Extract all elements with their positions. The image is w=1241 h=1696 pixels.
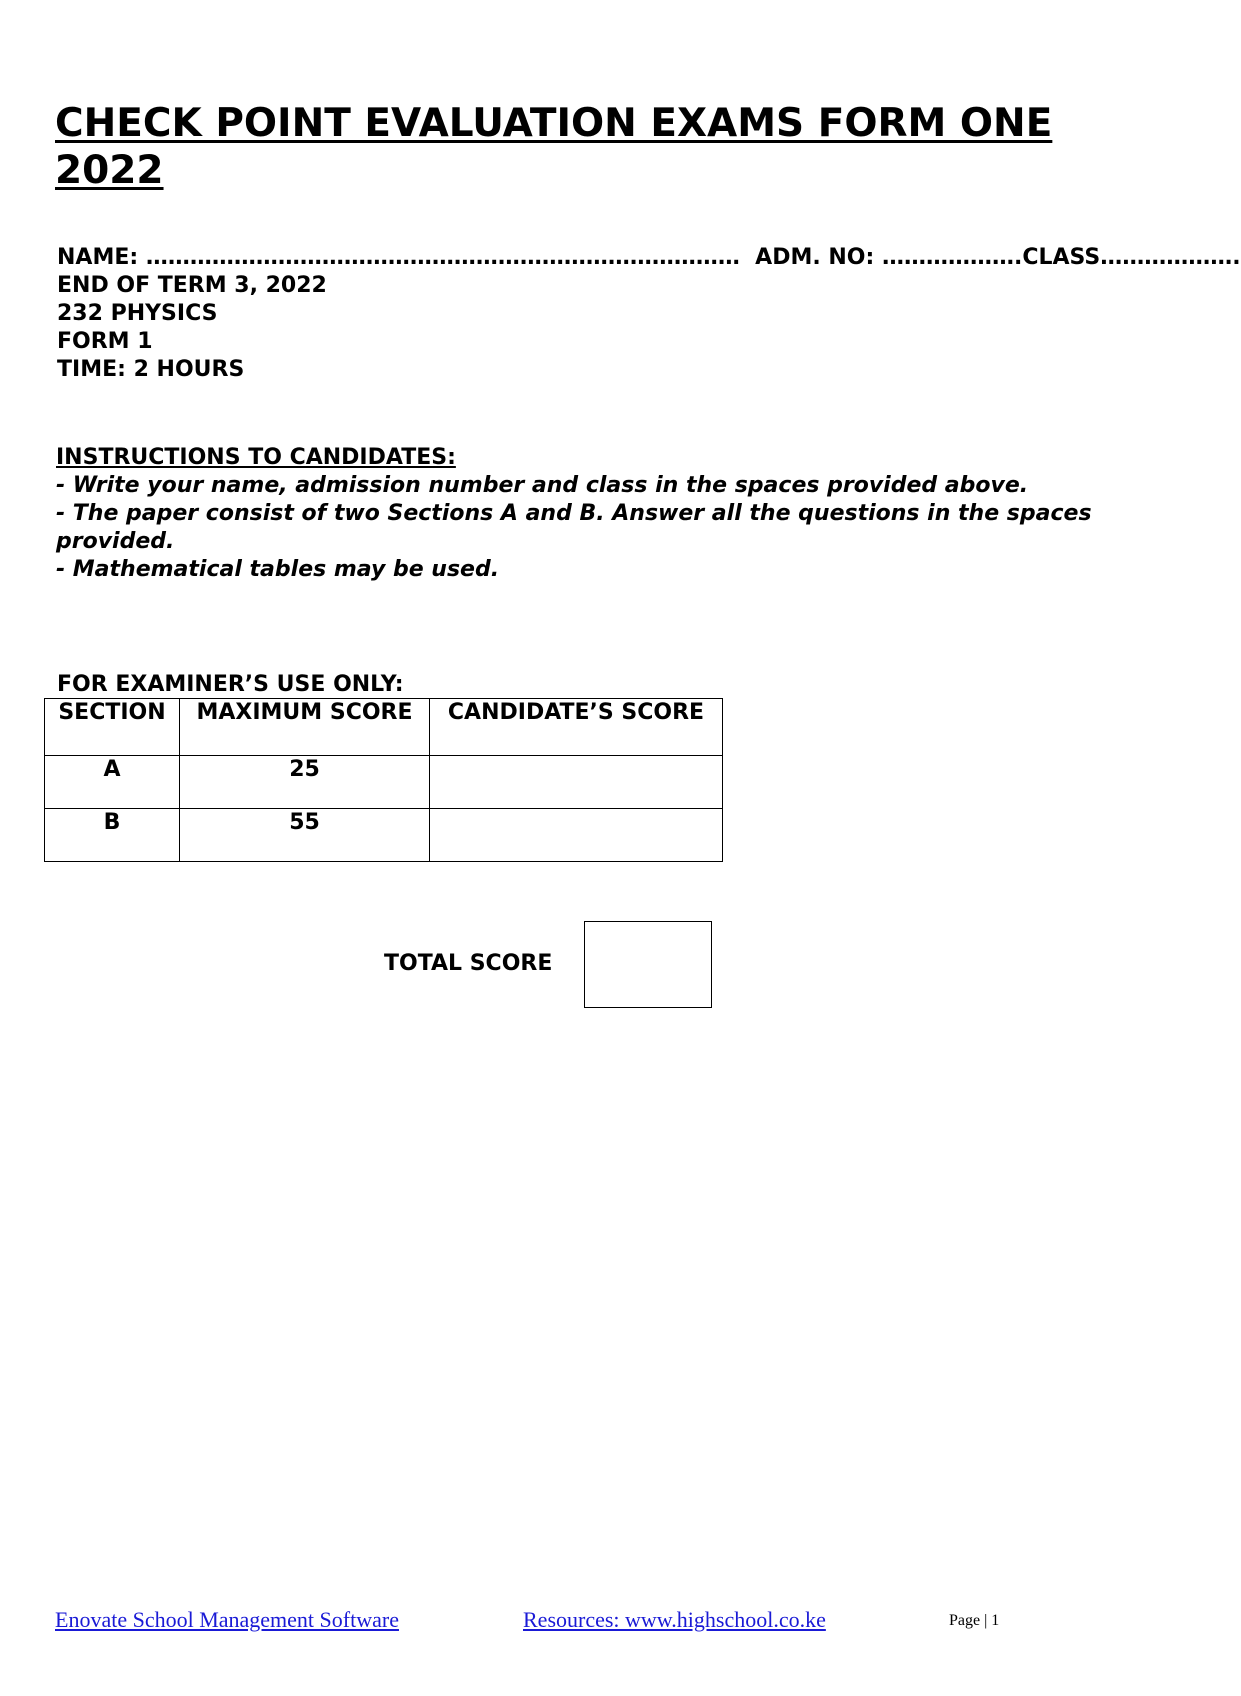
max-score-cell: 25 bbox=[180, 756, 430, 809]
candidate-details-line bbox=[57, 244, 1241, 272]
table-header-row bbox=[45, 699, 723, 756]
resources-link[interactable]: Resources: www.highschool.co.ke bbox=[523, 1607, 826, 1632]
exam-form: FORM 1 bbox=[57, 329, 153, 354]
instruction-item: - Mathematical tables may be used. bbox=[56, 557, 500, 582]
exam-subject: 232 PHYSICS bbox=[57, 301, 218, 326]
class-field[interactable]: ………………. bbox=[1100, 245, 1241, 270]
enovate-link[interactable]: Enovate School Management Software bbox=[55, 1607, 399, 1632]
table-row bbox=[45, 756, 723, 809]
name-field[interactable]: ……………………………………………………………………… bbox=[145, 245, 740, 270]
class-label: CLASS bbox=[1022, 245, 1101, 270]
section-cell: B bbox=[45, 809, 180, 862]
max-score-cell: 55 bbox=[180, 809, 430, 862]
page-number: Page | 1 bbox=[949, 1612, 1000, 1629]
total-score-label: TOTAL SCORE bbox=[384, 951, 553, 976]
examiner-score-table bbox=[44, 698, 723, 862]
instruction-item: - The paper consist of two Sections A and B. Answer all the questions in the spaces provided. bbox=[56, 501, 1092, 554]
page-footer bbox=[0, 1606, 1200, 1636]
instructions-section bbox=[56, 444, 1176, 584]
exam-term: END OF TERM 3, 2022 bbox=[57, 273, 327, 298]
instruction-item: - Write your name, admission number and class in the spaces provided above. bbox=[56, 473, 1029, 498]
examiner-heading: FOR EXAMINER’S USE ONLY: bbox=[57, 672, 404, 697]
table-row bbox=[45, 809, 723, 862]
column-header-section: SECTION bbox=[45, 699, 180, 756]
exam-time: TIME: 2 HOURS bbox=[57, 357, 245, 382]
total-score-box[interactable] bbox=[584, 921, 712, 1008]
candidate-score-cell[interactable] bbox=[430, 756, 723, 809]
section-cell: A bbox=[45, 756, 180, 809]
candidate-score-cell[interactable] bbox=[430, 809, 723, 862]
column-header-max-score: MAXIMUM SCORE bbox=[180, 699, 430, 756]
adm-no-field[interactable]: ………………. bbox=[881, 245, 1023, 270]
candidate-info-block bbox=[57, 244, 1241, 384]
instructions-heading: INSTRUCTIONS TO CANDIDATES: bbox=[56, 445, 456, 470]
column-header-candidate-score: CANDIDATE’S SCORE bbox=[430, 699, 723, 756]
adm-no-label: ADM. NO: bbox=[755, 245, 875, 270]
page-title: CHECK POINT EVALUATION EXAMS FORM ONE 2022 bbox=[55, 101, 1053, 193]
name-label: NAME: bbox=[57, 245, 139, 270]
